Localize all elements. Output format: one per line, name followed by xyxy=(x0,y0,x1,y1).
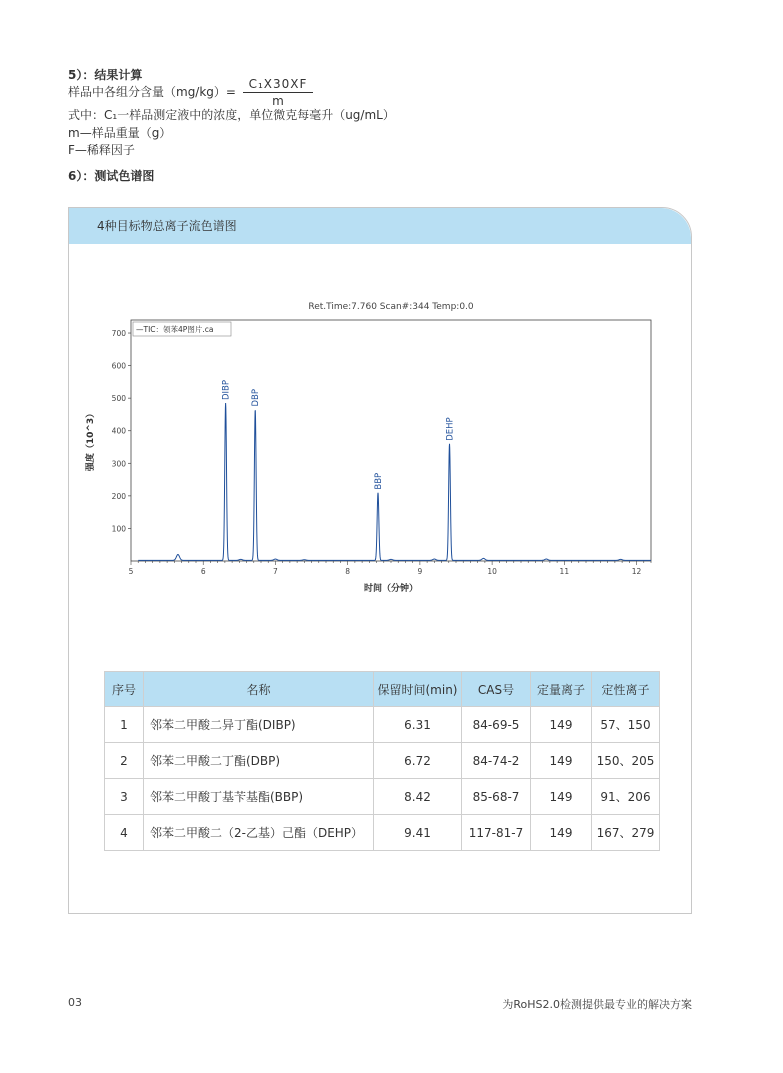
peak-label-dbp: DBP xyxy=(251,389,262,407)
y-tick-label: 100 xyxy=(111,524,126,534)
header-index: 序号 xyxy=(105,672,144,707)
peak-labels xyxy=(222,380,456,490)
x-tick-label: 10 xyxy=(487,567,497,576)
tic-trace xyxy=(138,403,651,560)
cell-index: 2 xyxy=(105,743,144,779)
definition-f: F—稀释因子 xyxy=(68,143,135,157)
y-tick-label: 700 xyxy=(111,329,126,339)
table-row xyxy=(105,779,660,815)
panel-title: 4种目标物总离子流色谱图 xyxy=(69,208,691,244)
y-tick-label: 500 xyxy=(111,394,126,404)
x-axis-label: 时间（分钟） xyxy=(363,584,419,594)
cell-cas: 117-81-7 xyxy=(462,815,531,851)
cell-retention: 6.31 xyxy=(374,707,462,743)
formula-lhs: 样品中各组分含量（mg/kg）= xyxy=(68,85,236,99)
y-axis xyxy=(112,329,131,533)
peak-label-bbp: BBP xyxy=(374,472,384,490)
x-axis xyxy=(129,561,651,576)
table-row xyxy=(105,743,660,779)
section5-heading: 5）：结果计算 xyxy=(68,68,143,82)
cell-qual-ion: 91、206 xyxy=(592,779,660,815)
cell-name: 邻苯二甲酸丁基苄基酯(BBP) xyxy=(144,779,374,815)
footer-slogan: 为RoHS2.0检测提供最专业的解决方案 xyxy=(502,998,692,1011)
chromatogram-chart xyxy=(80,295,680,600)
cell-qual-ion: 167、279 xyxy=(592,815,660,851)
chart-header: Ret.Time:7.760 Scan#:344 Temp:0.0 xyxy=(308,302,474,312)
x-tick-label: 5 xyxy=(128,567,134,576)
x-tick-label: 12 xyxy=(631,567,642,576)
y-axis-label: 强度（10^3） xyxy=(86,408,96,472)
cell-cas: 84-69-5 xyxy=(462,707,531,743)
cell-name: 邻苯二甲酸二丁酯(DBP) xyxy=(144,743,374,779)
x-tick-label: 8 xyxy=(345,567,351,576)
x-tick-label: 11 xyxy=(559,567,570,576)
plot-frame xyxy=(131,320,651,561)
x-tick-label: 9 xyxy=(417,567,423,576)
cell-quant-ion: 149 xyxy=(531,815,592,851)
section6-heading: 6）：测试色谱图 xyxy=(68,169,155,183)
cell-quant-ion: 149 xyxy=(531,743,592,779)
header-retention: 保留时间(min) xyxy=(374,672,462,707)
definition-c: 式中：C₁一样品测定液中的浓度，单位微克每毫升（ug/mL） xyxy=(68,108,395,122)
y-tick-label: 200 xyxy=(111,491,126,501)
cell-quant-ion: 149 xyxy=(531,779,592,815)
y-tick-label: 600 xyxy=(111,361,126,371)
cell-retention: 8.42 xyxy=(374,779,462,815)
table-row xyxy=(105,815,660,851)
x-tick-label: 6 xyxy=(200,567,206,576)
definition-m: m—样品重量（g） xyxy=(68,126,172,140)
legend-text: —TIC：领苯4P图片.ca xyxy=(136,325,214,334)
cell-cas: 84-74-2 xyxy=(462,743,531,779)
header-cas: CAS号 xyxy=(462,672,531,707)
cell-qual-ion: 57、150 xyxy=(592,707,660,743)
formula-denominator: m xyxy=(272,94,284,108)
table-header-row xyxy=(105,672,660,707)
cell-qual-ion: 150、205 xyxy=(592,743,660,779)
cell-name: 邻苯二甲酸二（2-乙基）己酯（DEHP） xyxy=(144,815,374,851)
cell-retention: 9.41 xyxy=(374,815,462,851)
peak-label-dehp: DEHP xyxy=(445,417,456,441)
peak-label-dibp: DIBP xyxy=(221,380,232,401)
cell-retention: 6.72 xyxy=(374,743,462,779)
header-qual-ion: 定性离子 xyxy=(592,672,660,707)
formula-fraction xyxy=(243,77,313,108)
header-quant-ion: 定量离子 xyxy=(531,672,592,707)
y-tick-label: 400 xyxy=(111,426,126,436)
cell-index: 4 xyxy=(105,815,144,851)
y-tick-label: 300 xyxy=(111,459,126,469)
page-number: 03 xyxy=(68,996,82,1009)
compound-table xyxy=(104,671,660,851)
cell-quant-ion: 149 xyxy=(531,707,592,743)
cell-index: 3 xyxy=(105,779,144,815)
cell-name: 邻苯二甲酸二异丁酯(DIBP) xyxy=(144,707,374,743)
x-tick-label: 7 xyxy=(273,567,278,576)
table-row xyxy=(105,707,660,743)
formula-numerator: C₁X30XF xyxy=(243,77,313,93)
cell-cas: 85-68-7 xyxy=(462,779,531,815)
header-name: 名称 xyxy=(144,672,374,707)
cell-index: 1 xyxy=(105,707,144,743)
